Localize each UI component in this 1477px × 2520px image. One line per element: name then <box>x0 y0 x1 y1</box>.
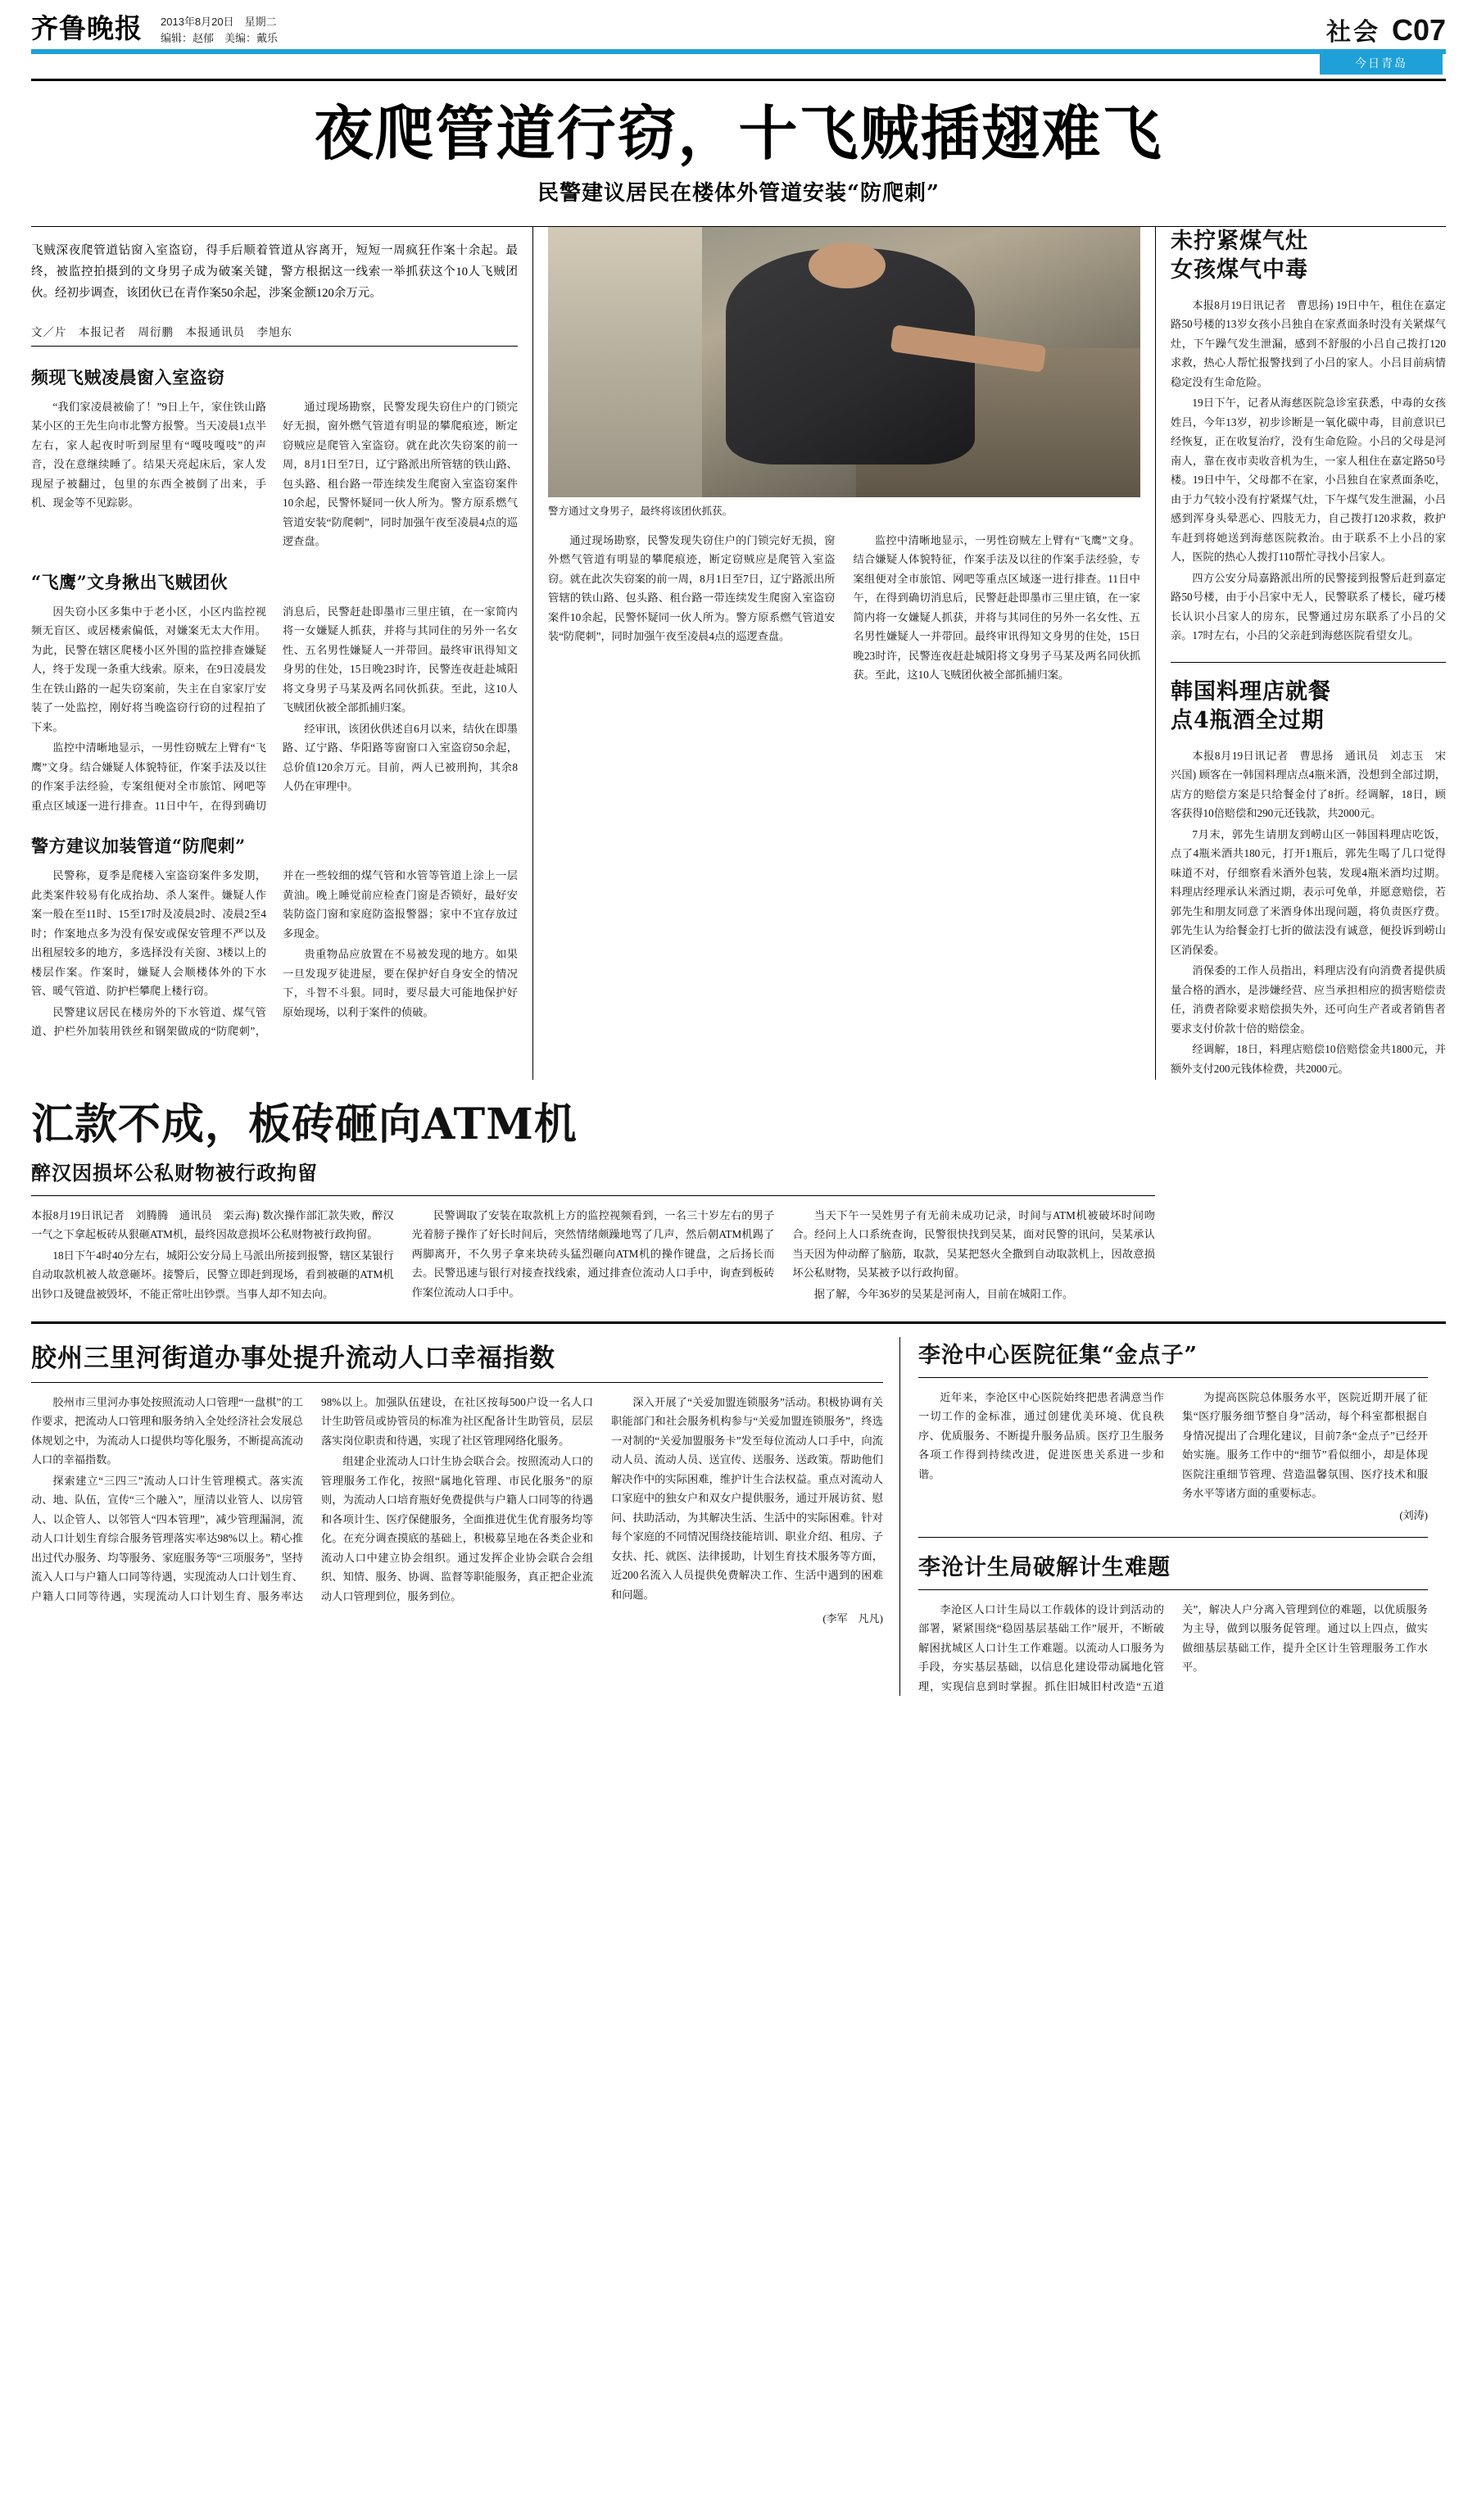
feature1-photo <box>548 227 1140 497</box>
paragraph: 通过现场勘察，民警发现失窃住户的门锁完好无损，窗外燃气管道有明显的攀爬痕迹，断定窃贼应是爬管入室盗窃。就在此次失窃案的前一周，8月1日至7日，辽宁路派出所管辖的铁山路、包头路、租台路一带连续发生爬窗入室盗窃案件10余起，民警怀疑同一伙人所为。警方原系燃气管道安装“防爬刺”，同时加强午夜至凌晨4点的巡逻查盘。 <box>548 533 836 643</box>
photo-wall <box>548 227 702 497</box>
bottom-right-title-divider <box>918 1377 1428 1378</box>
bottom-left-sign: (李军 凡凡) <box>822 1611 883 1625</box>
paragraph: 监控中清晰地显示，一男性窃贼左上臂有“飞鹰”文身。结合嫌疑人体貌特征，作案手法及以往的作案手法经验，专案组便对全市旅馆、网吧等重点区域逐一进行排查。11日中午，在得到确切消息后，民警赶赴即墨市三里庄镇，在一家简内将一女嫌疑人抓获，并将与其同住的另外一名女性、五名男性嫌疑人一并带回。最终审讯得知文身男的住处，15日晚23时许，民警连夜赶赴城阳将文身男子马某及两名同伙抓获。至此，这10人飞贼团伙被全部抓捕归案。 <box>853 533 1140 682</box>
feature1-subheadline: 民警建议居民在楼体外管道安装“防爬刺” <box>537 180 940 206</box>
paragraph: 本报8月19日讯记者 曹思扬) 19日中午，租住在嘉定路50号楼的13岁女孩小吕独自在家煮面条时没有关紧煤气灶，下午躁气发生泄漏，感到不舒服的小吕自己拨打120求救，热心人帮忙报警找到了小吕的家人。小吕目前病情稳定没有生命危险。 <box>1171 298 1446 388</box>
paragraph: 经审讯，该团伙供述自6月以来，结伙在即墨路、辽宁路、华阳路等窗窗口入室盗窃50余起，总价值120余万元。目前，两人已被刑拘，其余8人仍在审理中。 <box>283 722 518 793</box>
masthead <box>31 0 1446 70</box>
paragraph: 贵重物品应放置在不易被发现的地方。如果一旦发现歹徒进屋，要在保护好自身安全的情况下，斗智不斗狠。同时，要尽最大可能地保护好原始现场，以利于案件的侦破。 <box>283 948 518 1018</box>
masthead-blue-rule <box>31 49 1446 54</box>
feature1-sub3-body <box>31 866 518 1041</box>
paragraph: 监控中清晰地显示，一男性窃贼左上臂有“飞鹰”文身。结合嫌疑人体貌特征，作案手法及以往的作案手法经验，专案组便对全市旅馆、网吧等重点区域逐一进行排查。11日中午，在得到确切消息后，民警赶赴即墨市三里庄镇，在一家简内将一女嫌疑人抓获，并将与其同住的另外一名女性、五名男性嫌疑人一并带回。最终审讯得知文身男的住处，15日晚23时许，民警连夜赶赴城阳将文身男子马某及两名同伙抓获。至此，这10人飞贼团伙被全部抓捕归案。 <box>31 605 518 812</box>
bottom-right-story-1-sign: (刘涛) <box>1399 1508 1428 1521</box>
issue-date: 2013年8月20日 星期二 <box>161 16 277 28</box>
bottom-right-story-2-title: 李沧计生局破解计生难题 <box>918 1554 1171 1580</box>
paragraph: 7月末，郭先生请朋友到崂山区一韩国料理店吃饭，点了4瓶米酒共180元，打开1瓶后，郭先生喝了几口觉得味道不对，仔细察看米酒外包装，发现4瓶米酒均过期。料理店经理承认米酒过期，表示可免单，并愿意赔偿，若郭先生和朋友同意了米酒身体出现问题，将负责医疗费。郭先生认为给餐金打七折的做法没有诚意，便投诉到崂山区消保委。 <box>1171 827 1446 956</box>
paragraph: 据了解，今年36岁的吴某是河南人，目前在城阳工作。 <box>813 1287 1074 1300</box>
paragraph: 近年来，李沧区中心医院始终把患者满意当作一切工作的金标准，通过创建优美环境、优良秩序、优质服务、不断提升服务品质。医疗卫生服务各项工作得到持续改进，促进医患关系进一步和谐。 <box>918 1390 1164 1480</box>
paragraph: 通过现场勘察，民警发现失窃住户的门锁完好无损，窗外燃气管道有明显的攀爬痕迹，断定窃贼应是爬管入室盗窃。就在此次失窃案的前一周，8月1日至7日，辽宁路派出所管辖的铁山路、包头路、租台路一带连续发生爬窗入室盗窃案件10余起，民警怀疑同一伙人所为。警方原系燃气管道安装“防爬刺”，同时加强午夜至凌晨4点的巡逻查盘。 <box>283 400 518 548</box>
paragraph: 李沧区人口计生局以工作载体的设计到活动的部署，紧紧围绕“稳固基层基础工作”展开，不断破解困扰城区人口计生工作难题。以流动人口服务为手段，夯实基层基础，以信息化建设带动属地化管理，实现信息到时掌握。抓住旧城旧村改造“五道关”，解决人户分离入管理到位的难题，以优质服务为主导，做到以服务促管理。通过以上四点，做实做细基层基础工作，提升全区计生管理服务工作水平。 <box>918 1602 1428 1693</box>
feature1-sub2-title: “飞鹰”文身揪出飞贼团伙 <box>31 571 229 592</box>
paragraph: 经调解，18日，料理店赔偿10倍赔偿金共1800元，并额外支付200元钱体检费，共2000元。 <box>1171 1043 1446 1075</box>
page-number: C07 <box>1391 13 1446 47</box>
right-story-2-body <box>1171 746 1446 1079</box>
newspaper-logo: 齐鲁晚报 <box>31 12 143 44</box>
bottom-right-story-1-body <box>918 1388 1428 1503</box>
feature1-middle-text <box>548 531 1140 685</box>
bottom-left-story <box>31 1337 899 1697</box>
issue-info <box>161 11 278 47</box>
paragraph: 当天下午一吴姓男子有无前未成功记录，时间与ATM机被破坏时间吻合。经问上人口系统查询，民警很快找到吴某，面对民警的讯问，吴某承认当天因为仲动醉了脑筋，取款，吴某把怒火全撒到自动取款机上，因故意损坏公私财物，吴某被予以行政拘留。 <box>792 1208 1155 1280</box>
right-story-2-title: 韩国料理店就餐 点4瓶酒全过期 <box>1171 678 1331 733</box>
paragraph: 胶州市三里河办事处按照流动人口管理“一盘棋”的工作要求，把流动人口管理和服务纳入全处经济社会发展总体规划之中，为流动人口提供均等化服务，不断提高流动人口的幸福指数。 <box>31 1395 303 1466</box>
bottom-section-divider <box>31 1321 1446 1324</box>
feature1-sub2-body <box>31 602 518 816</box>
bottom-right-stories <box>899 1337 1428 1697</box>
feature1-byline: 文／片 本报记者 周衍鹏 本报通讯员 李旭东 <box>31 325 292 338</box>
right-story-divider <box>1171 662 1446 663</box>
feature1-body <box>31 227 1446 1081</box>
feature2 <box>31 1101 1155 1304</box>
feature1-headline: 夜爬管道行窃，十飞贼插翅难飞 <box>314 98 1163 168</box>
paragraph: 民警称，夏季是爬楼入室盗窃案件多发期，此类案件较易有化成抬劫、杀人案件。嫌疑人作案一般在至11时、15至17时及凌晨2时、凌晨2至4时；作案地点多为没有保安或保安管理不严以及出租屋较多的地方，多选择没有关窗、3楼以上的楼层作案。作案时，嫌疑人会顺楼体外的下水管、暖气管道、防护栏攀爬上楼行窃。 <box>31 869 266 998</box>
paragraph: “我们家凌晨被偷了！”9日上午，家住铁山路某小区的王先生向市北警方报警。当天凌晨1点半左右，家人起夜时听到屋里有“嘎吱嘎吱”的声音，没在意继续睡了。结果天亮起床后，家人发现屋子被翻过，包里的东西全被倒了出来，手机、现金等不见踪影。 <box>31 400 266 510</box>
feature1-sub3-title: 警方建议加装管道“防爬刺” <box>31 836 246 857</box>
paragraph: 深入开展了“关爱加盟连锁服务”活动。积极协调有关职能部门和社会服务机构参与“关爱加盟连锁服务”，终选一对制的“关爱加盟服务卡”发至每位流动人口手中，向流动人员、流动人员、送宣传、送服务、送政策。帮助他们解决作中的实际困难，维护计生合法权益。重点对流动人口家庭中的独女户和双女户提供服务，通过开展访贫、慰问、扶助活动，为其解决生活、生活中的实际困难。针对每个家庭的不同情况围绕技能培训、职业介绍、租房、子女扶、托、就医、法律援助，计划生育技术服务等方面，近200名流入人员提供免费解决工作、生活中遇到的困难和问题。 <box>611 1395 883 1601</box>
paragraph: 消保委的工作人员指出，料理店没有向消费者提供质量合格的酒水，是涉嫌经营、应当承担相应的损害赔偿责任，消费者除要求赔偿损失外，还可向生产者或者销售者要求支付价款十倍的赔偿金。 <box>1171 964 1446 1035</box>
paragraph: 本报8月19日讯记者 刘腾腾 通讯员 栾云海) 数次操作部汇款失败，醉汉一气之下拿起板砖从狠砸ATM机，最终因故意损坏公私财物被行政拘留。 <box>31 1208 394 1241</box>
bottom-region <box>31 1337 1446 1697</box>
feature1-middle-column <box>532 227 1155 1081</box>
byline-divider <box>31 346 518 347</box>
paragraph: 探索建立“三四三”流动人口计生管理模式。落实流动、地、队伍，宣传“三个融入”，厘清以业管人、以房管人、以企管人、以邻管人“四本管理”，减少管理漏洞，流动人口计划生育综合服务管理落实率达98%以上。精心推出过代办服务、均等服务、家庭服务等“三项服务”，坚持流入人口与户籍人口同等待遇，实现流动人口计划生育、户籍人口同等待遇，实现流动人口计划生育、服务率达98%以上。加强队伍建设，在社区按每500户设一名人口计生助管员或协管员的标准为社区配备计生助管员，层层落实岗位职责和待遇，实现了社区管理网络化服务。 <box>31 1395 593 1602</box>
paragraph: 本报8月19日讯记者 曹思扬 通讯员 刘志玉 宋兴国) 顾客在一韩国料理店点4瓶米酒，没想到全部过期，店方的赔偿方案是只给餐金付了8折。经调解，18日，顾客获得10倍赔偿和290元还钱款，共2000元。 <box>1171 749 1446 820</box>
bottom-right-story-2-body <box>918 1600 1428 1697</box>
paragraph: 组建企业流动人口计生协会联合会。按照流动人口的管理服务工作化，按照“属地化管理、市民化服务”的原则，为流动人口培育瓶好免费提供与户籍人口同等的待遇和各项计生、医疗保健服务，全面推进优生优育服务均等化。在充分调查摸底的基础上，积极募呈地在各类企业和流动人口中建立协会组织。通过发挥企业协会联合会组织、知情、服务、协调、监督等职能服务，真正把企业流动人口管理到位，服务到位。 <box>321 1455 593 1602</box>
bottom-right-story-1-title: 李沧中心医院征集“金点子” <box>918 1342 1198 1368</box>
section-name: 社会 <box>1325 18 1380 47</box>
feature1-right-column <box>1155 227 1446 1081</box>
feature1-headline-block <box>31 81 1446 215</box>
paragraph: 19日下午，记者从海慈医院急诊室获悉，中毒的女孩姓吕，今年13岁，初步诊断是一氧化碳中毒，目前意识已经恢复，正在收复治疗，没有生命危险。小吕的父母是河南人，靠在夜市卖收音机为生，一家人租住在嘉定路50号楼。19日中午，父母都不在家，小吕独自在家煮面条吃，由于力气较小没有拧紧煤气灶，下午煤气发生泄漏，小吕感到浑身头晕恶心、四肢无力，自己拨打120求救，救护车赶到将她送到海慈医院救治。由于联系不上小吕的家人，医院的热心人拨打110帮忙寻找小吕家人。 <box>1171 397 1446 564</box>
feature1-sub1-title: 频现飞贼凌晨窗入室盗窃 <box>31 366 225 388</box>
paragraph: 民警调取了安装在取款机上方的监控视频看到，一名三十岁左右的男子光着膀子操作了好长时间后，突然情绪颇躁地骂了几声，然后朝ATM机踢了两脚离开，不久男子拿来块砖头猛烈砸向ATM机的操作键盘，之后扬长而去。民警迅速与银行对接查找线索，通过排查位流动人口手中，询查到板砖作案位流动人口手中。 <box>411 1208 775 1299</box>
paragraph: 因失窃小区多集中于老小区，小区内监控视频无盲区、或居楼索偏低，对嫌案无太大作用。为此，民警在辖区爬楼小区外围的监控排查嫌疑人，终于发现一条重大线索。原来，在9日凌晨发生在铁山路的一起失窃案前，失主在自家家厅安装了一处监控，刚好将当晚盗窃行窃的过程拍了下来。 <box>31 605 266 733</box>
bottom-left-body <box>31 1393 883 1607</box>
paragraph: 民警建议居民在楼房外的下水管道、煤气管道、护栏外加装用铁丝和钢架做成的“防爬刺”，并在一些较细的煤气管和水管等管道上涂上一层黄油。晚上睡觉前应检查门窗是否锁好，最好安装防盗门窗和家庭防盗报警器；家中不宜存放过多现金。 <box>31 869 518 1038</box>
section-header <box>1176 11 1446 75</box>
feature2-body <box>31 1206 1155 1305</box>
feature2-subheadline: 醉汉因损坏公私财物被行政拘留 <box>31 1160 318 1185</box>
bottom-right-title2-divider <box>918 1589 1428 1590</box>
right-story-1-body <box>1171 296 1446 646</box>
feature1-photo-caption: 警方通过文身男子，最终将该团伙抓获。 <box>548 505 733 517</box>
feature2-headline: 汇款不成，板砖砸向ATM机 <box>31 1099 578 1150</box>
issue-editors: 编辑：赵郁 美编：戴乐 <box>161 32 279 45</box>
section-subtitle: 今日青岛 <box>1320 52 1443 75</box>
paragraph: 18日下午4时40分左右，城阳公安分局上马派出所接到报警，辖区某银行自动取款机被人故意砸坏。接警后，民警立即赶到现场，看到被砸的ATM机出钞口及键盘被毁坏，不能正常吐出钞票。当事人却不知去向。 <box>31 1249 394 1300</box>
bottom-right-divider <box>918 1537 1428 1538</box>
bottom-left-title-divider <box>31 1382 883 1383</box>
bottom-left-title: 胶州三里河街道办事处提升流动人口幸福指数 <box>31 1343 555 1373</box>
feature1-sub1-body <box>31 397 518 551</box>
paragraph: 四方公安分局嘉路派出所的民警接到报警后赶到嘉定路50号楼，由于小吕家中无人，民警联系了楼长，碰巧楼长认识小吕家人的房东，民警通过房东联系了小吕的父亲。17时左右，小吕的父亲赶到海慈医院看望女儿。 <box>1171 571 1446 642</box>
right-story-1-title: 未拧紧煤气灶 女孩煤气中毒 <box>1171 228 1308 283</box>
feature1-left-column <box>31 227 532 1081</box>
paragraph: 为提高医院总体服务水平，医院近期开展了征集“医疗服务细节整自身”活动，每个科室都根据自身情况提出了合理化建议，目前7条“金点子”已经开始实施。服务工作中的“细节”看似细小，却是体现医院注重细节管理、营造温馨氛围、医疗技术和服务水平等诸方面的重要标志。 <box>1182 1390 1428 1499</box>
feature1-lead: 飞贼深夜爬管道钻窗入室盗窃，得手后顺着管道从容离开，短短一周疯狂作案十余起。最终，被监控拍摄到的文身男子成为破案关键，警方根据这一线索一举抓获这个10人飞贼团伙。经初步调查，该团伙已在青作案50余起，涉案金额120余万元。 <box>31 243 518 301</box>
feature2-divider <box>31 1195 1155 1196</box>
